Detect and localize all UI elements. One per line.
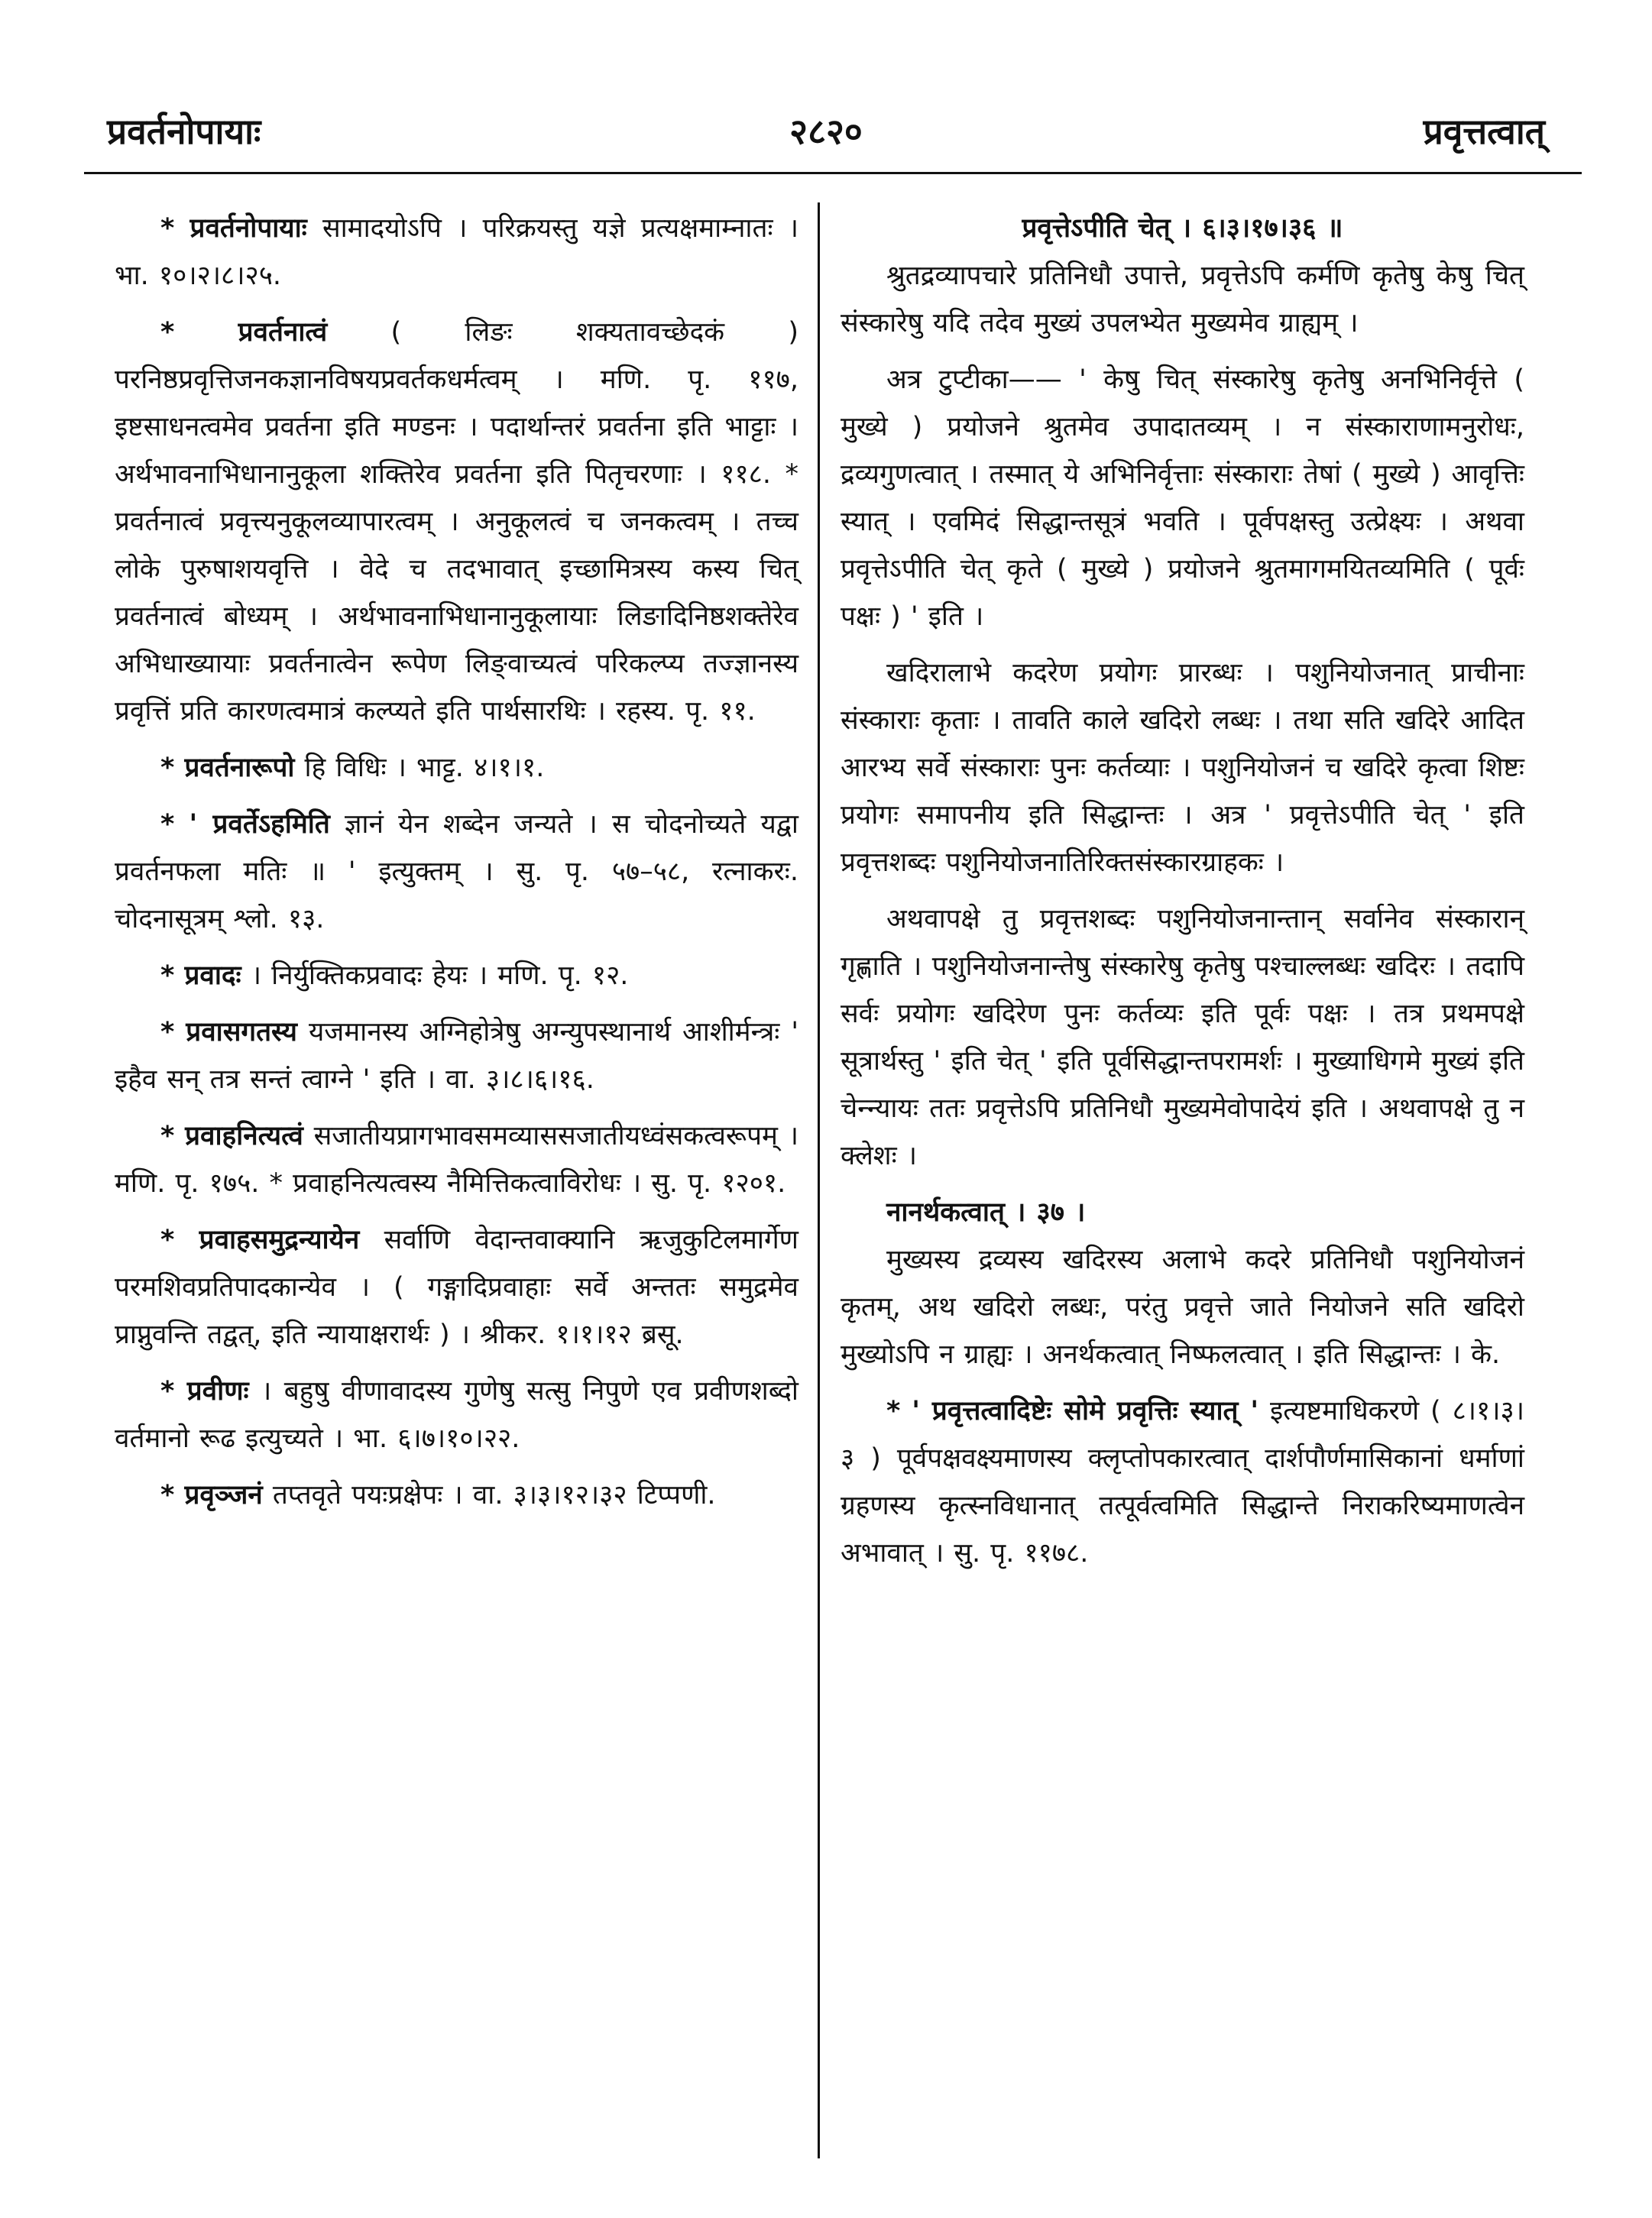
entry-headword: प्रवृञ्जनं	[184, 1480, 263, 1511]
entry	[115, 205, 798, 300]
commentary-paragraph: अत्र टुप्टीका—— ' केषु चित् संस्कारेषु कृतेषु अनभिनिर्वृत्ते ( मुख्ये ) प्रयोजने श्रुतमेव उपादातव्यम् । न संस्काराणामनुरोधः, द्रव्यगुणत्वात् । तस्मात् ये अभिनिर्वृत्ताः संस्काराः तेषां ( मुख्ये ) आवृत्तिः स्यात् । एवमिदं सिद्धान्तसूत्रं भवति । पूर्वपक्षस्तु उत्प्रेक्ष्यः । अथवा प्रवृत्तेऽपीति चेत् कृते ( मुख्ये ) प्रयोजने श्रुतमागमयितव्यमिति ( पूर्वः पक्षः ) ' इति ।	[841, 364, 1524, 632]
entry	[115, 952, 798, 999]
header-rule	[84, 172, 1582, 174]
entry-text: तप्तवृते पयःप्रक्षेपः । वा. ३।३।१२।३२ टिप्पणी.	[262, 1480, 716, 1511]
entry-text: सर्वाणि वेदान्तवाक्यानि ऋजुकुटिलमार्गेण परमशिवप्रतिपादकान्येव । ( गङ्गादिप्रवाहाः सर्वे अन्ततः समुद्रमेव प्राप्नुवन्ति तद्वत्, इति न्यायाक्षरार्थः ) । श्रीकर. १।१।१२ ब्रसू.	[115, 1225, 798, 1350]
sutra-heading: नानर्थकत्वात् । ३७ ।	[886, 1197, 1086, 1228]
entry-marker: *	[160, 213, 175, 244]
entry-marker: *	[160, 753, 175, 783]
entry-marker: *	[160, 1376, 175, 1407]
entry-headword: प्रवर्तनारूपो	[184, 753, 295, 783]
commentary-paragraph: अथवापक्षे तु प्रवृत्तशब्दः पशुनियोजनान्तान् सर्वानेव संस्कारान् गृह्णाति । पशुनियोजनान्तेषु संस्कारेषु कृतेषु पश्चाल्लब्धः खदिरः । तदापि सर्वः प्रयोगः खदिरेण पुनः कर्तव्यः इति पूर्वः पक्षः । तत्र प्रथमपक्षे सूत्रार्थस्तु ' इति चेत् ' इति पूर्वसिद्धान्तपरामर्शः । मुख्याधिगमे मुख्यं इति चेन्न्यायः ततः प्रवृत्तेऽपि प्रतिनिधौ मुख्यमेवोपादेयं इति । अथवापक्षे तु न क्लेशः ।	[841, 904, 1524, 1171]
entry-headword: प्रवीणः	[186, 1376, 249, 1407]
entry-headword: प्रवासगतस्य	[186, 1017, 297, 1047]
commentary-paragraph: श्रुतद्रव्यापचारे प्रतिनिधौ उपात्ते, प्रवृत्तेऽपि कर्मणि कृतेषु केषु चित् संस्कारेषु यदि तदेव मुख्यं उपलभ्येत मुख्यमेव ग्राह्यम् ।	[841, 261, 1524, 338]
entry-text: सजातीयप्रागभावसमव्याससजातीयध्वंसकत्वरूपम् । मणि. पृ. १७५. * प्रवाहनित्यत्वस्य नैमित्तिकत्वाविरोधः । सु. पृ. १२०१.	[115, 1121, 798, 1199]
entry-text: हि विधिः । भाट्ट. ४।१।१.	[294, 753, 545, 783]
entry-marker: *	[160, 960, 175, 991]
entry-text: सामादयोऽपि । परिक्रयस्तु यज्ञे प्रत्यक्षमाम्नातः । भा. १०।२।८।२५.	[115, 213, 798, 291]
entry-headword: प्रवर्तनोपायाः	[189, 213, 307, 244]
commentary-paragraph: खदिरालाभे कदरेण प्रयोगः प्रारब्धः । पशुनियोजनात् प्राचीनाः संस्काराः कृताः । तावति काले खदिरो लब्धः । तथा सति खदिरे आदित आरभ्य सर्वे संस्काराः पुनः कर्तव्याः । पशुनियोजनं च खदिरे कृत्वा शिष्टः प्रयोगः समापनीय इति सिद्धान्तः । अत्र ' प्रवृत्तेऽपीति चेत् ' इति प्रवृत्तशब्दः पशुनियोजनातिरिक्तसंस्कारग्राहकः ।	[841, 658, 1524, 878]
sutra-heading: प्रवृत्तेऽपीति चेत् । ६।३।१७।३६ ॥	[1022, 213, 1343, 244]
column-divider	[818, 202, 820, 2158]
entry-headword: प्रवाहसमुद्रन्यायेन	[199, 1225, 360, 1255]
entry-text: ( लिङः शक्यतावच्छेदकं ) परनिष्ठप्रवृत्तिजनकज्ञानविषयप्रवर्तकधर्मत्वम् । मणि. पृ. ११७, इष्टसाधनत्वमेव प्रवर्तना इति मण्डनः । पदार्थान्तरं प्रवर्तना इति भाट्टाः । अर्थभावनाभिधानानुकूला शक्तिरेव प्रवर्तना इति पितृचरणाः । ११८. * प्रवर्तनात्वं प्रवृत्त्यनुकूलव्यापारत्वम् । अनुकूलत्वं च जनकत्वम् । तच्च लोके पुरुषाशयवृत्ति । वेदे च तदभावात् इच्छामित्रस्य कस्य चित् प्रवर्तनात्वं बोध्यम् । अर्थभावनाभिधानानुकूलायाः लिङादिनिष्ठशक्तेरेव अभिधाख्यायाः प्रवर्तनात्वेन रूपेण लिङ्वाच्यत्वं परिकल्प्य तज्ज्ञानस्य प्रवृत्तिं प्रति कारणत्वमात्रं कल्प्यते इति पार्थसारथिः । रहस्य. पृ. ११.	[115, 317, 798, 727]
entry-headword: ' प्रवृत्तत्वादिष्टेः सोमे प्रवृत्तिः स्यात् '	[912, 1396, 1259, 1426]
entry-headword: ' प्रवर्तेऽहमिति	[189, 809, 330, 840]
entry-marker: *	[160, 1225, 175, 1255]
entry-marker: *	[160, 1480, 175, 1511]
entry	[841, 1387, 1524, 1577]
entry-text: । बहुषु वीणावादस्य गुणेषु सत्सु निपुणे एव प्रवीणशब्दो वर्तमानो रूढ इत्युच्यते । भा. ६।७।१०।२२.	[115, 1376, 798, 1454]
entry-text: । निर्युक्तिकप्रवादः हेयः । मणि. पृ. १२.	[241, 960, 629, 991]
commentary-paragraph: मुख्यस्य द्रव्यस्य खदिरस्य अलाभे कदरे प्रतिनिधौ पशुनियोजनं कृतम्, अथ खदिरो लब्धः, परंतु प्रवृत्ते जाते नियोजने सति खदिरो मुख्योऽपि न ग्राह्यः । अनर्थकत्वात् निष्फलत्वात् । इति सिद्धान्तः । के.	[841, 1245, 1524, 1370]
entry-headword: प्रवाहनित्यत्वं	[185, 1121, 303, 1151]
page-number: २८२०	[789, 111, 863, 152]
entry-marker: *	[886, 1396, 901, 1426]
right-column	[841, 205, 1524, 1577]
entry	[115, 1009, 798, 1103]
header-right-catchword: प्रवृत्तत्वात्	[1423, 111, 1545, 152]
entry-headword: प्रवादः	[184, 960, 241, 991]
entry	[115, 309, 798, 735]
entry	[115, 1112, 798, 1207]
entry-marker: *	[160, 317, 175, 348]
entry-headword: प्रवर्तनात्वं	[238, 317, 328, 348]
header-left-catchword: प्रवर्तनोपायाः	[107, 111, 261, 152]
entry	[115, 801, 798, 943]
entry	[115, 1472, 798, 1519]
entry-marker: *	[160, 1017, 175, 1047]
entry	[115, 744, 798, 792]
entry-marker: *	[160, 809, 175, 840]
entry	[115, 1368, 798, 1462]
entry-text: इत्यष्टमाधिकरणे ( ८।१।३।३ ) पूर्वपक्षवक्ष्यमाणस्य क्लृप्तोपकारत्वात् दार्शपौर्णमासिकानां धर्माणां ग्रहणस्य कृत्स्नविधानात् तत्पूर्वत्वमिति सिद्धान्ते निराकरिष्यमाणत्वेन अभावात् । सु. पृ. ११७८.	[841, 1396, 1524, 1569]
entry	[115, 1216, 798, 1358]
entry-text: ज्ञानं येन शब्देन जन्यते । स चोदनोच्यते यद्वा प्रवर्तनफला मतिः ॥ ' इत्युक्तम् । सु. पृ. ५७–५८, रत्नाकरः. चोदनासूत्रम् श्लो. १३.	[115, 809, 798, 934]
left-column	[115, 205, 798, 1519]
entry-marker: *	[160, 1121, 175, 1151]
entry-text: यजमानस्य अग्निहोत्रेषु अग्न्युपस्थानार्थ आशीर्मन्त्रः ' इहैव सन् तत्र सन्तं त्वाग्ने ' इति । वा. ३।८।६।१६.	[115, 1017, 798, 1095]
